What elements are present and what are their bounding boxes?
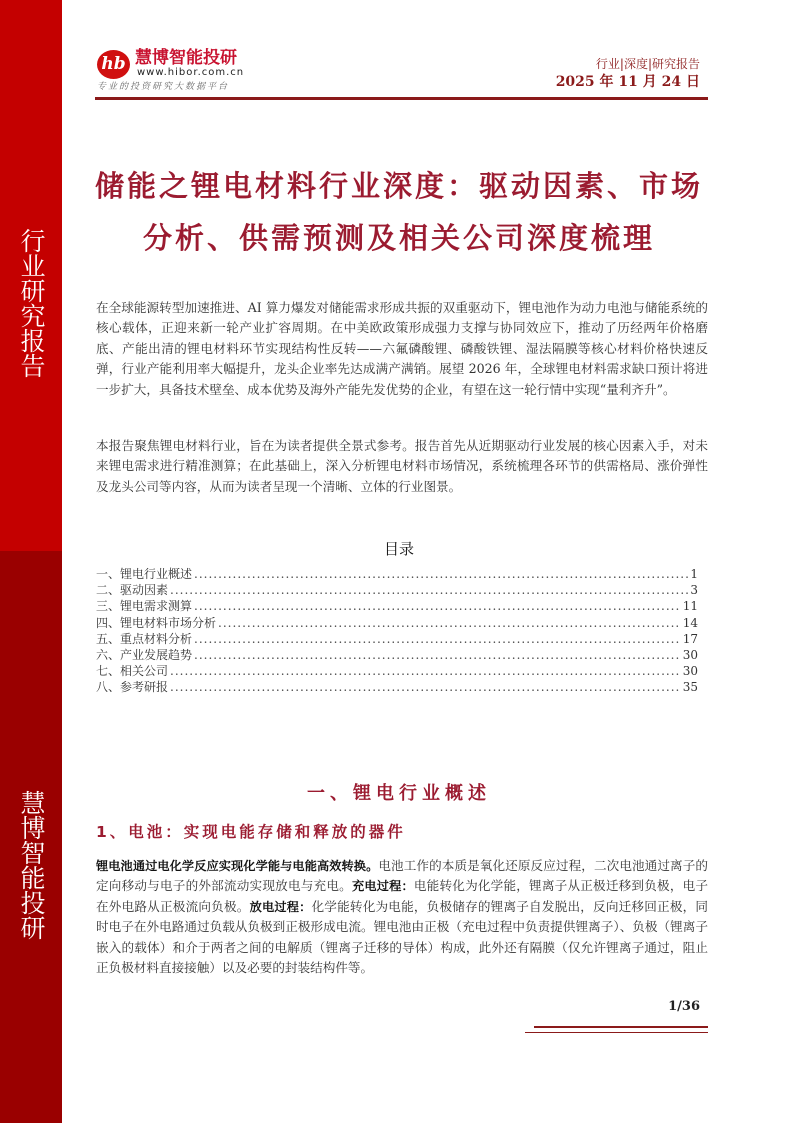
body-bold-3: 放电过程： (249, 899, 312, 914)
toc-leader-dots (194, 631, 681, 647)
toc-leader-dots (170, 582, 688, 598)
toc-leader-dots (218, 615, 681, 631)
header-meta (556, 55, 700, 91)
toc-item-page: 35 (682, 680, 698, 695)
logo-url: www.hibor.com.cn (137, 67, 245, 78)
report-date: 2025 年 11 月 24 日 (555, 74, 700, 90)
logo-name: 慧博智能投研 (135, 48, 237, 68)
subsection-heading: 1、电池：实现电能存储和释放的器件 (96, 823, 406, 841)
toc-item[interactable] (96, 679, 698, 695)
toc-item[interactable] (96, 582, 698, 598)
body-text-1: 电池工作的本质是氧化还原反应过程，二次电池通过离子的定向移动与电子的外部流动实现放电与充电。 (96, 858, 709, 894)
toc-leader-dots (170, 663, 681, 679)
title-line-1: 储能之锂电材料行业深度：驱动因素、市场 (94, 169, 703, 203)
logo-slogan: 专业的投资研究大数据平台 (97, 82, 230, 92)
toc-item-label: 四、锂电材料市场分析 (96, 615, 217, 630)
toc-leader-dots (170, 679, 681, 695)
toc-item-label: 六、产业发展趋势 (96, 647, 193, 662)
body-text-2: 电能转化为化学能，锂离子从正极迁移到负极，电子在外电路从正极流向负极。 (96, 878, 709, 914)
toc-item-label: 七、相关公司 (96, 664, 169, 679)
intro-paragraph-1: 在全球能源转型加速推进、AI 算力爆发对储能需求形成共振的双重驱动下，锂电池作为动力电池与储能系统的核心载体，正迎来新一轮产业扩容周期。在中美欧政策形成强力支撑与协同效应下，推动了历经两年价格磨底、产能出清的锂电材料环节实现结构性反转——六氟磷酸锂、磷酸铁锂、湿法隔膜等核心材料价格快速反弹，行业产能利用率大幅提升，龙头企业率先达成满产满销。展望 2026 年，全球锂电材料需求缺口预计将进一步扩大，具备技术壁垒、成本优势及海外产能先发优势的企业，有望在这一轮行情中实现“量利齐升”。 (96, 300, 708, 397)
toc-item-label: 一、锂电行业概述 (96, 567, 193, 581)
table-of-contents (96, 566, 698, 696)
toc-item-page: 11 (682, 599, 698, 614)
body-bold-2: 充电过程： (351, 879, 414, 894)
toc-item[interactable] (96, 566, 698, 582)
toc-item[interactable] (96, 647, 698, 663)
header-divider (95, 97, 708, 100)
section-heading: 一、锂电行业概述 (307, 783, 491, 804)
toc-item-page: 30 (682, 647, 698, 662)
toc-item-page: 30 (682, 664, 698, 679)
brand-logo[interactable] (97, 48, 297, 96)
toc-leader-dots (194, 566, 688, 582)
title-line-2: 分析、供需预测及相关公司深度梳理 (142, 221, 655, 255)
toc-item-page: 14 (682, 615, 698, 630)
toc-item-page: 3 (690, 583, 698, 598)
page-title (90, 160, 708, 264)
sidebar (0, 0, 62, 1123)
toc-item[interactable] (96, 598, 698, 614)
report-type: 行业|深度|研究报告 (595, 57, 700, 71)
footer-divider (534, 1026, 708, 1028)
logo-mark-icon: hb (97, 50, 130, 79)
section-body (96, 856, 708, 978)
page-number: 1/36 (668, 999, 700, 1014)
toc-title: 目录 (383, 540, 414, 558)
toc-item-label: 五、重点材料分析 (96, 631, 193, 646)
body-bold-1: 锂电池通过电化学反应实现化学能与电能高效转换。 (96, 859, 379, 873)
footer-divider-thin (525, 1032, 708, 1033)
toc-leader-dots (194, 598, 681, 614)
sidebar-report-label: 行业研究报告 (17, 228, 46, 378)
toc-item[interactable] (96, 663, 698, 679)
sidebar-brand-label: 慧博智能投研 (17, 790, 46, 940)
toc-item-label: 八、参考研报 (96, 680, 169, 695)
toc-item[interactable] (96, 615, 698, 631)
intro-paragraph-2: 本报告聚焦锂电材料行业，旨在为读者提供全景式参考。报告首先从近期驱动行业发展的核心因素入手，对未来锂电需求进行精准测算；在此基础上，深入分析锂电材料市场情况，系统梳理各环节的供需格局、涨价弹性及龙头公司等内容，从而为读者呈现一个清晰、立体的行业图景。 (96, 438, 708, 494)
toc-item[interactable] (96, 631, 698, 647)
toc-item-label: 三、锂电需求测算 (96, 599, 193, 614)
body-text-3: 化学能转化为电能，负极储存的锂离子自发脱出，反向迁移回正极，同时电子在外电路通过负载从负极到正极形成电流。锂电池由正极（充电过程中负责提供锂离子）、负极（锂离子嵌入的载体）和介于两者之间的电解质（锂离子迁移的导体）构成，此外还有隔膜（仅允许锂离子通过，阻止正负极材料直接接触）以及必要的封装结构件等。 (96, 898, 709, 976)
toc-item-label: 二、驱动因素 (96, 583, 169, 598)
toc-item-page: 17 (682, 631, 698, 646)
toc-leader-dots (194, 647, 681, 663)
toc-item-page: 1 (690, 567, 698, 581)
